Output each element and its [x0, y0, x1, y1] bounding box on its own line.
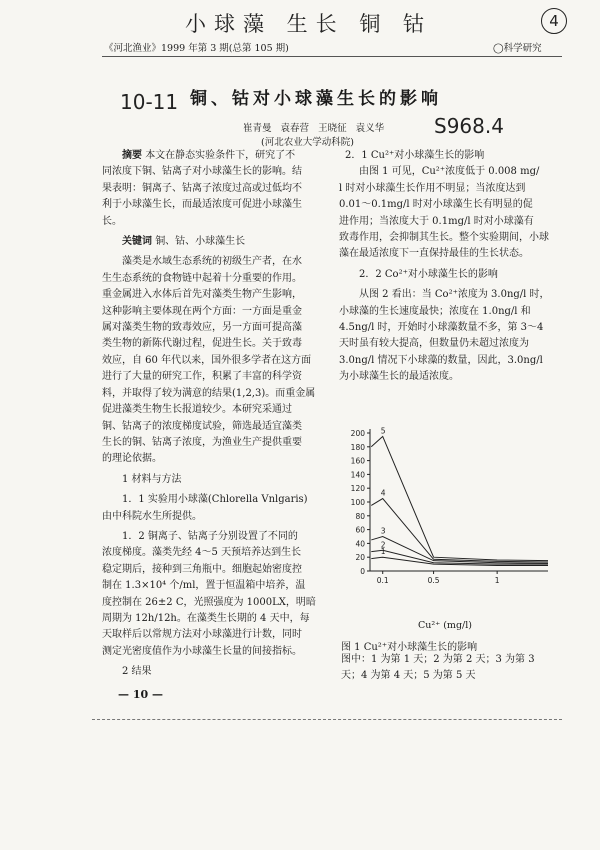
abstract-line-1: [102, 148, 334, 164]
section-label: ◯科学研究: [493, 43, 542, 54]
intro-line-12: 生长的铜、钴离子浓度，为渔业生产提供重要: [102, 436, 302, 448]
y-tick-label: 200: [350, 429, 365, 438]
section-22-heading: 2．2 Co²⁺对小球藻生长的影响: [359, 268, 498, 280]
sec22-line-6: 为小球藻生长的最适浓度。: [339, 371, 459, 383]
sec11-line-2: 由中科院水生所提供。: [102, 510, 202, 522]
page-number: — 10 —: [118, 688, 163, 701]
abstract-text-1: 本文在静态实验条件下，研究了不: [145, 150, 296, 161]
series-label-3: 3: [380, 526, 386, 536]
intro-line-2: 生生态系统的食物链中起着十分重要的作用。: [102, 272, 302, 284]
section-21-heading: 2．1 Cu²⁺对小球藻生长的影响: [345, 150, 485, 161]
x-tick-label: 0.1: [376, 576, 389, 585]
sec12-line-3: 稳定期后，接种到三角瓶中。细胞起始密度控: [102, 563, 302, 575]
sec22-line-5: 3.0ng/l 情况下小球藻的数量，因此，3.0ng/l: [339, 354, 543, 366]
y-tick-label: 40: [355, 539, 365, 549]
y-tick-label: 0: [360, 567, 365, 576]
intro-line-7: 效应，自 60 年代以来，国外很多学者在这方面: [102, 354, 312, 366]
sec21-line-6: 藻在最适浓度下一直保持最佳的生长状态。: [339, 248, 529, 260]
right-column: [339, 148, 561, 386]
y-tick-label: 140: [350, 470, 365, 480]
sec12-line-7: 天取样后以常规方法对小球藻进行计数，同时: [102, 629, 302, 641]
handwritten-note-top: 小球藻 生长 铜 钴: [185, 12, 433, 36]
intro-line-6: 类生物的新陈代谢过程，促进生长。关于致毒: [102, 338, 302, 350]
sec22-line-4: 天时虽有较大提高，但数量仍未超过浓度为: [339, 338, 529, 350]
y-tick-label: 60: [355, 525, 365, 535]
handwritten-classification: S968.4: [434, 114, 504, 138]
series-label-2: 2: [380, 540, 386, 550]
handwritten-circle-number: 4: [541, 8, 567, 34]
header-rule: [102, 56, 562, 57]
footer-dash-rule: [92, 719, 562, 720]
affiliation: (河北农业大学动科院): [261, 137, 354, 148]
journal-header: 《河北渔业》1999 年第 3 期(总第 105 期): [104, 43, 289, 54]
y-tick-label: 80: [355, 511, 365, 521]
figure-note: [341, 652, 563, 685]
abstract-label: 摘要: [122, 150, 142, 161]
intro-line-5: 属对藻类生物的致毒效应，另一方面可提高藻: [102, 322, 302, 334]
x-tick-label: 1: [494, 576, 500, 585]
sec21-line-2: l 时对小球藻生长作用不明显；当浓度达到: [339, 182, 526, 194]
sec22-line-3: 4.5ng/l 时，开始时小球藻数量不多，第 3～4: [339, 322, 544, 334]
sec12-line-8: 测定光密度值作为小球藻生长量的间接指标。: [102, 645, 302, 657]
sec12-line-1: 1．2 铜离子、钴离子分别设置了不同的: [122, 530, 298, 542]
abstract-line-3: 果表明：铜离子、钴离子浓度过高或过低均不: [102, 182, 302, 194]
y-tick-label: 20: [355, 553, 365, 563]
intro-line-8: 进行了大量的研究工作，积累了丰富的科学资: [102, 371, 302, 383]
authors: 崔青曼 袁春营 王晓征 袁义华: [243, 123, 385, 134]
y-tick-label: 100: [350, 498, 365, 507]
figure-caption: 图 1 Cu²⁺对小球藻生长的影响: [341, 642, 478, 653]
keywords: 铜、钴、小球藻生长: [155, 236, 246, 248]
x-tick-label: 0.5: [427, 576, 440, 585]
intro-line-4: 这种影响主要体现在两个方面：一方面是重金: [102, 305, 302, 317]
section-2-heading: 2 结果: [122, 666, 152, 678]
sec12-line-4: 制在 1.3×10⁴ 个/ml，置于恒温箱中培养，温: [102, 580, 306, 592]
sec21-line-3: 0.01～0.1mg/l 时对小球藻生长有明显的促: [339, 199, 533, 211]
left-column: [102, 148, 334, 681]
series-line-4: [371, 499, 548, 562]
abstract-line-5: 长。: [102, 215, 122, 227]
intro-line-13: 的理论依据。: [102, 453, 162, 465]
intro-line-1: 藻类是水域生态系统的初级生产者，在水: [122, 256, 302, 268]
series-line-5: [371, 436, 548, 560]
series-label-5: 5: [380, 426, 386, 436]
abstract-line-4: 利于小球藻生长，而最适浓度可促进小球藻生: [102, 199, 302, 211]
sec21-line-1: 由图 1 可见，Cu²⁺浓度低于 0.008 mg/: [359, 166, 540, 178]
handwritten-pages: 10-11: [120, 90, 179, 114]
intro-line-3: 重金属进入水体后首先对藻类生物产生影响，: [102, 289, 302, 301]
keywords-line: [102, 234, 334, 250]
y-tick-label: 160: [350, 456, 365, 466]
y-tick-label: 180: [350, 442, 365, 452]
sec21-line-4: 进作用；当浓度大于 0.1mg/l 时对小球藻有: [339, 215, 534, 227]
sec22-line-1: 从图 2 看出：当 Co²⁺浓度为 3.0ng/l 时，: [359, 289, 550, 301]
sec12-line-5: 度控制在 26±2 C，光照强度为 1000LX，明暗: [102, 596, 316, 608]
intro-line-11: 铜、钴离子的浓度梯度试验，筛选最适宜藻类: [102, 420, 302, 432]
sec11-line-1: 1．1 实验用小球藻(Chlorella Vnlgaris): [122, 494, 308, 506]
section-1-heading: 1 材料与方法: [122, 473, 182, 485]
cu-growth-chart: [336, 425, 566, 620]
x-axis-title: Cu²⁺ (mg/l): [418, 620, 472, 631]
figure-note-line-2: 天；4 为第 4 天；5 为第 5 天: [341, 670, 476, 682]
abstract-line-2: 同浓度下铜、钴离子对小球藻生长的影响。结: [102, 166, 302, 178]
sec12-line-6: 周期为 12h/12h。在藻类生长期的 4 天中，每: [102, 612, 310, 624]
series-label-1: 1: [380, 547, 386, 557]
intro-line-10: 促进藻类生物生长报道较少。本研究采通过: [102, 404, 292, 416]
series-label-4: 4: [380, 488, 386, 498]
figure-note-line-1: 图中：1 为第 1 天；2 为第 2 天；3 为第 3: [341, 654, 535, 665]
keywords-label: 关键词: [122, 236, 152, 248]
intro-line-9: 料，并取得了较为满意的结果(1,2,3)。而重金属: [102, 387, 316, 399]
sec12-line-2: 浓度梯度。藻类先经 4～5 天预培养达到生长: [102, 547, 302, 559]
sec22-line-2: 小球藻的生长速度最快；浓度在 1.0ng/l 和: [339, 305, 531, 317]
sec21-line-5: 致毒作用，会抑制其生长。整个实验期间，小球: [339, 232, 549, 244]
y-tick-label: 120: [350, 484, 365, 494]
paper-title: 铜、钴对小球藻生长的影响: [190, 89, 442, 109]
